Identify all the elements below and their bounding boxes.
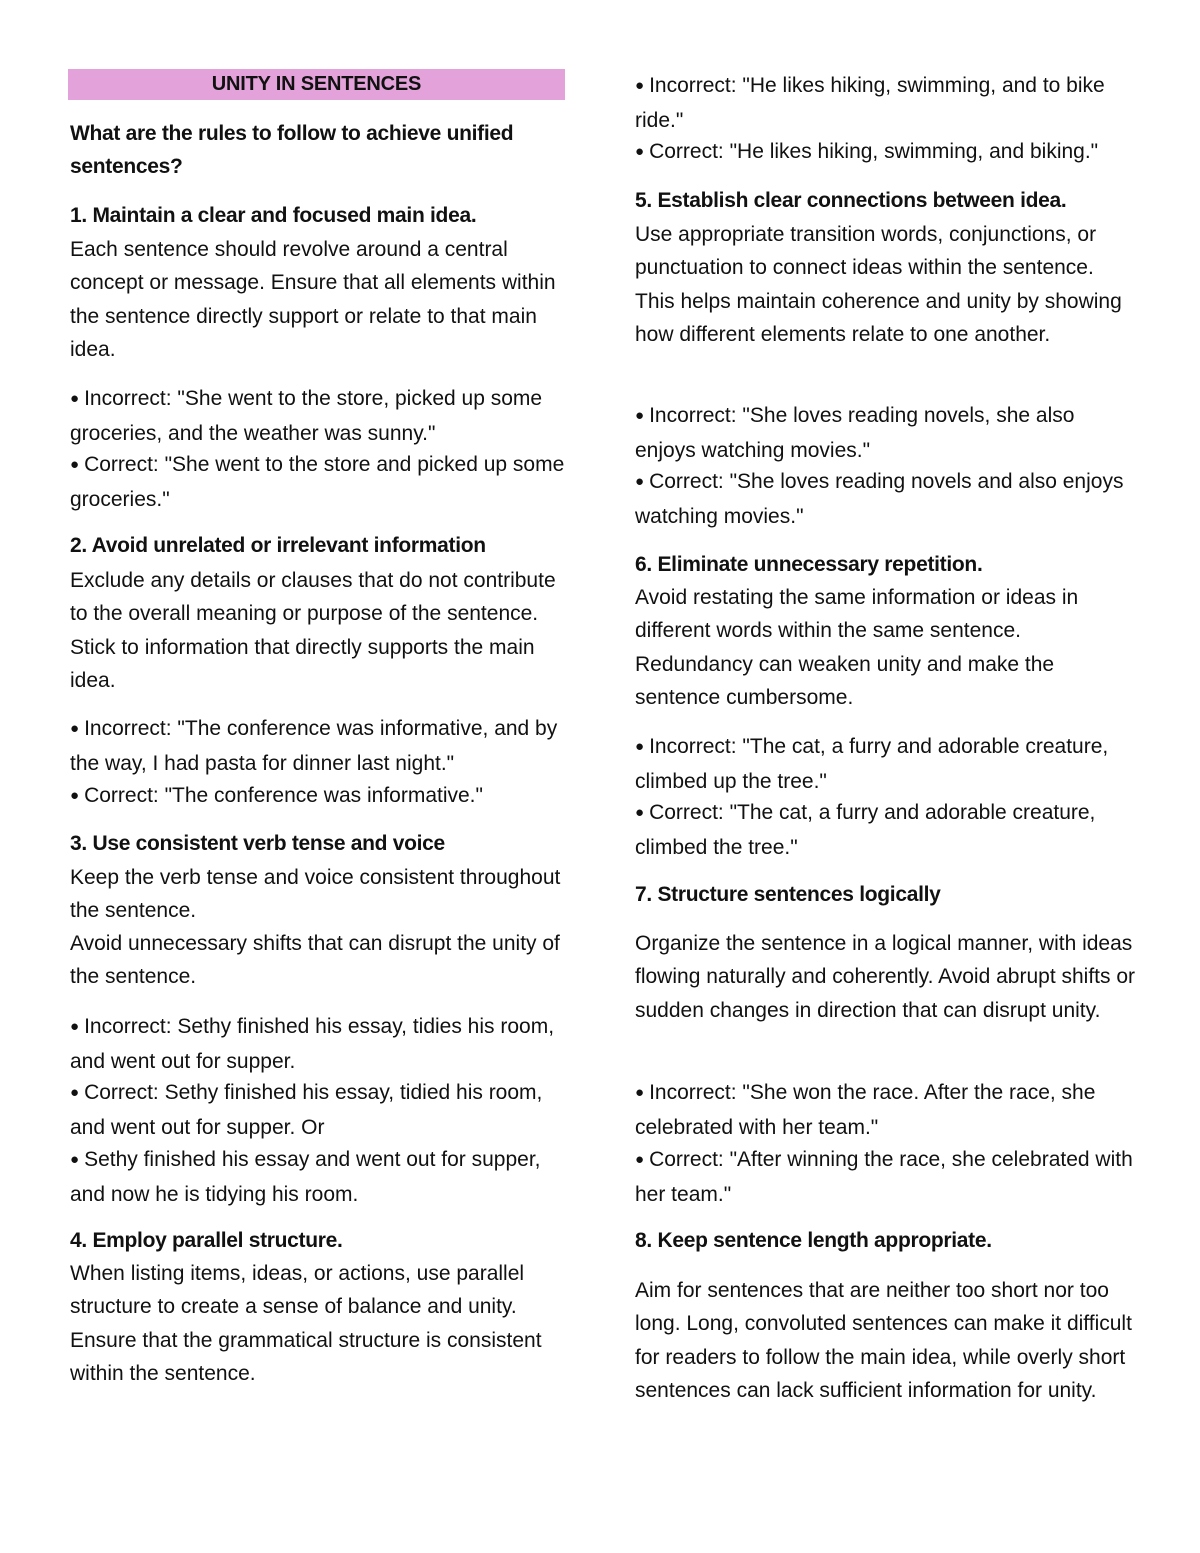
rule-1-heading: 1. Maintain a clear and focused main idea. (70, 204, 477, 227)
rule-8-heading: 8. Keep sentence length appropriate. (635, 1229, 992, 1252)
rule-2-correct (70, 779, 568, 814)
rule-3-heading: 3. Use consistent verb tense and voice (70, 832, 445, 855)
rule-5-incorrect (635, 399, 1135, 468)
bullet-icon (635, 1148, 649, 1171)
rule-4-correct (635, 135, 1135, 170)
rule-4-body: When listing items, ideas, or actions, use parallel structure to create a sense of balance and unity. Ensure that the grammatical structure is consistent within the sentence. (70, 1262, 542, 1385)
example-text: Incorrect: "She went to the store, picked up some groceries, and the weather was sunny." (70, 387, 543, 446)
rule-6-incorrect (635, 730, 1135, 799)
bullet-icon (635, 470, 649, 493)
rule-3-incorrect (70, 1010, 568, 1079)
example-text: Incorrect: "She loves reading novels, she also enjoys watching movies." (635, 404, 1075, 463)
rule-7-heading: 7. Structure sentences logically (635, 883, 941, 906)
rule-6-correct (635, 796, 1135, 865)
bullet-icon (635, 1081, 649, 1104)
example-text: Correct: "After winning the race, she celebrated with her team." (635, 1148, 1133, 1207)
bullet-icon (70, 717, 84, 740)
bullet-icon (70, 453, 84, 476)
rule-6-body: Avoid restating the same information or ideas in different words within the same sentence. Redundancy can weaken unity and make the sentence cumbersome. (635, 586, 1079, 709)
rule-8-body: Aim for sentences that are neither too short nor too long. Long, convoluted sentences can make it difficult for readers to follow the main idea, while overly short sentences can lack sufficient information for unity. (635, 1279, 1132, 1402)
rule-1-body: Each sentence should revolve around a central concept or message. Ensure that all elements within the sentence directly support or relate to that main idea. (70, 238, 556, 361)
bullet-icon (70, 387, 84, 410)
rule-3-body: Keep the verb tense and voice consistent throughout the sentence. (70, 866, 561, 923)
example-text: Correct: Sethy finished his essay, tidied his room, and went out for supper. Or (70, 1081, 543, 1140)
page-title: UNITY IN SENTENCES (68, 69, 565, 100)
rule-4-incorrect (635, 69, 1135, 138)
example-text: Incorrect: "She won the race. After the race, she celebrated with her team." (635, 1081, 1096, 1140)
example-text: Incorrect: "He likes hiking, swimming, and to bike ride." (635, 74, 1105, 133)
bullet-icon (635, 140, 649, 163)
example-text: Incorrect: "The conference was informative, and by the way, I had pasta for dinner last night." (70, 717, 558, 776)
bullet-icon (635, 735, 649, 758)
rule-1-incorrect (70, 382, 568, 451)
rule-3-alternative (70, 1143, 568, 1212)
rule-5-correct (635, 465, 1135, 534)
bullet-icon (70, 1081, 84, 1104)
bullet-icon (70, 1015, 84, 1038)
rule-7-incorrect (635, 1076, 1135, 1145)
example-text: Correct: "She went to the store and picked up some groceries." (70, 453, 565, 512)
rule-7-body: Organize the sentence in a logical manner, with ideas flowing naturally and coherently. Avoid abrupt shifts or sudden changes in direction that can disrupt unity. (635, 932, 1136, 1022)
example-text: Correct: "The cat, a furry and adorable creature, climbed the tree." (635, 801, 1096, 860)
rule-3-correct (70, 1076, 568, 1145)
rule-2-heading: 2. Avoid unrelated or irrelevant information (70, 534, 486, 557)
rule-5-heading: 5. Establish clear connections between idea. (635, 189, 1067, 212)
example-text: Incorrect: Sethy finished his essay, tidies his room, and went out for supper. (70, 1015, 555, 1074)
rule-7-correct (635, 1143, 1135, 1212)
example-text: Correct: "She loves reading novels and also enjoys watching movies." (635, 470, 1124, 529)
bullet-icon (635, 74, 649, 97)
rule-2-incorrect (70, 712, 568, 781)
rule-4-heading: 4. Employ parallel structure. (70, 1229, 343, 1252)
bullet-icon (70, 784, 84, 807)
rule-5-body: Use appropriate transition words, conjunctions, or punctuation to connect ideas within the sentence. This helps maintain coherence and unity by showing how different elements relate to one another. (635, 223, 1122, 346)
example-text: Incorrect: "The cat, a furry and adorable creature, climbed up the tree." (635, 735, 1109, 794)
bullet-icon (635, 801, 649, 824)
rule-2-body: Exclude any details or clauses that do not contribute to the overall meaning or purpose of the sentence. Stick to information that directly supports the main idea. (70, 569, 556, 692)
rule-3-body-2: Avoid unnecessary shifts that can disrupt the unity of the sentence. (70, 932, 560, 989)
rule-1-correct (70, 448, 568, 517)
rule-6-heading: 6. Eliminate unnecessary repetition. (635, 553, 983, 576)
bullet-icon (635, 404, 649, 427)
example-text: Correct: "The conference was informative." (84, 784, 483, 807)
bullet-icon (70, 1148, 84, 1171)
example-text: Sethy finished his essay and went out for supper, and now he is tidying his room. (70, 1148, 541, 1207)
intro-question: What are the rules to follow to achieve unified sentences? (70, 122, 514, 179)
example-text: Correct: "He likes hiking, swimming, and biking." (649, 140, 1099, 163)
